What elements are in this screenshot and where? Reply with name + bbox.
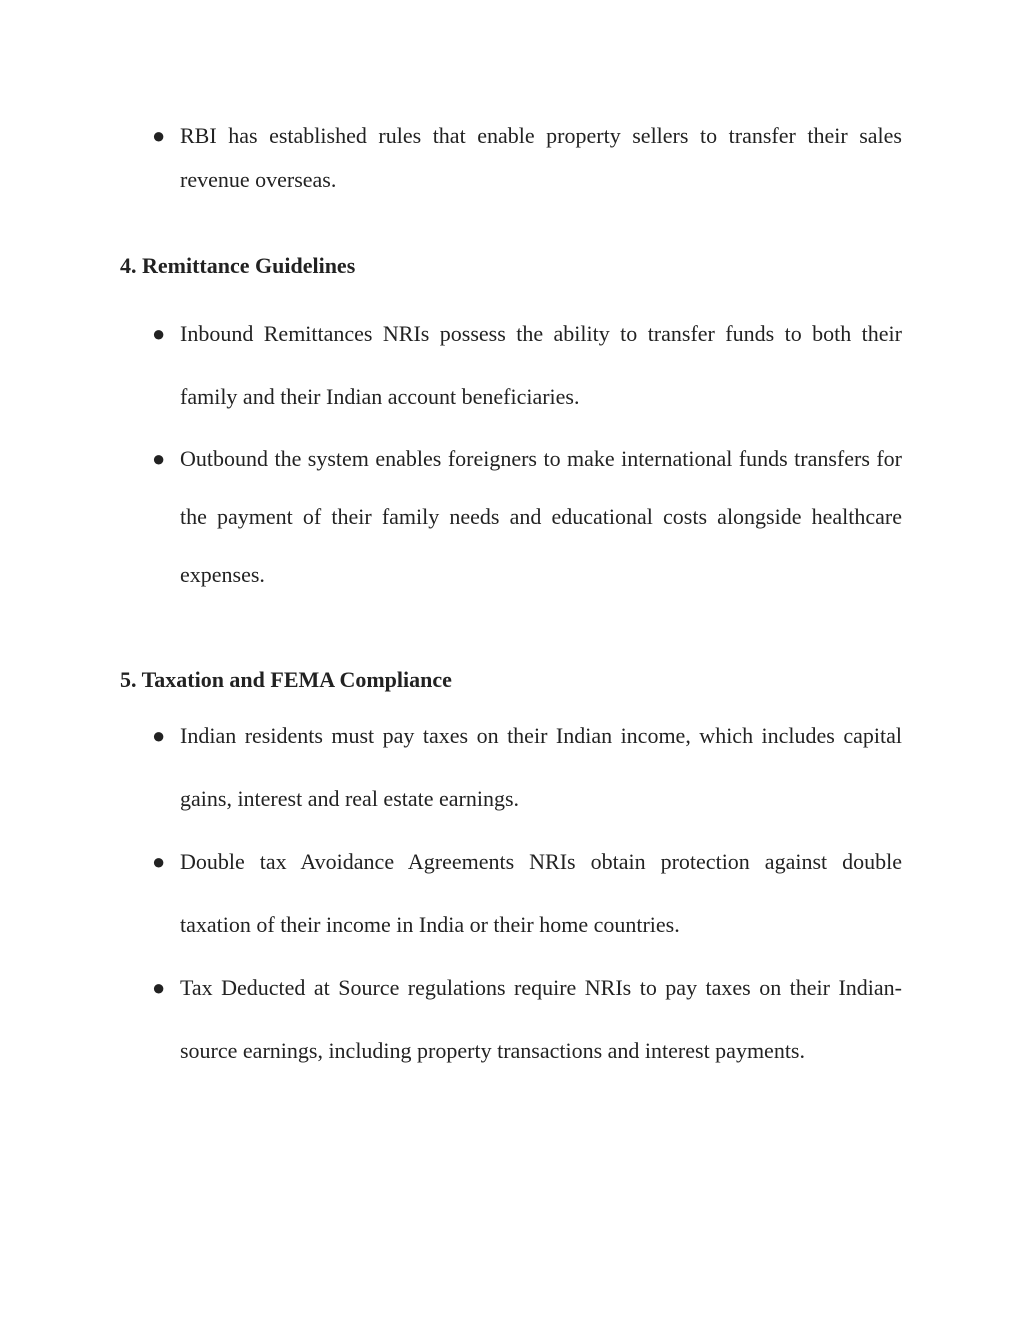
bullet-icon: ● xyxy=(152,446,166,471)
section-heading-remittance: 4. Remittance Guidelines xyxy=(120,253,356,278)
bullet-icon: ● xyxy=(152,723,166,748)
bullet-icon: ● xyxy=(152,321,166,346)
list-item-text: Double tax Avoidance Agreements NRIs obtain protection against double taxation of their income in India or their home countries. xyxy=(180,849,902,937)
list-item xyxy=(152,114,902,202)
list-item-text: RBI has established rules that enable property sellers to transfer their sales revenue overseas. xyxy=(180,123,902,192)
bullet-icon: ● xyxy=(152,975,166,1000)
list-item xyxy=(152,830,902,956)
list-item-text: Tax Deducted at Source regulations require NRIs to pay taxes on their Indian-source earnings, including property transactions and interest payments. xyxy=(180,975,902,1063)
bullet-icon: ● xyxy=(152,123,166,148)
list-item xyxy=(152,704,902,830)
list-item-text: Outbound the system enables foreigners to make international funds transfers for the payment of their family needs and educational costs alongside healthcare expenses. xyxy=(180,446,902,587)
list-item-text: Inbound Remittances NRIs possess the ability to transfer funds to both their family and their Indian account beneficiaries. xyxy=(180,321,902,409)
section-heading-taxation: 5. Taxation and FEMA Compliance xyxy=(120,667,452,692)
bullet-icon: ● xyxy=(152,849,166,874)
list-item-text: Indian residents must pay taxes on their Indian income, which includes capital gains, interest and real estate earnings. xyxy=(180,723,902,811)
list-item xyxy=(152,302,902,428)
list-item xyxy=(152,430,902,604)
list-item xyxy=(152,956,902,1082)
